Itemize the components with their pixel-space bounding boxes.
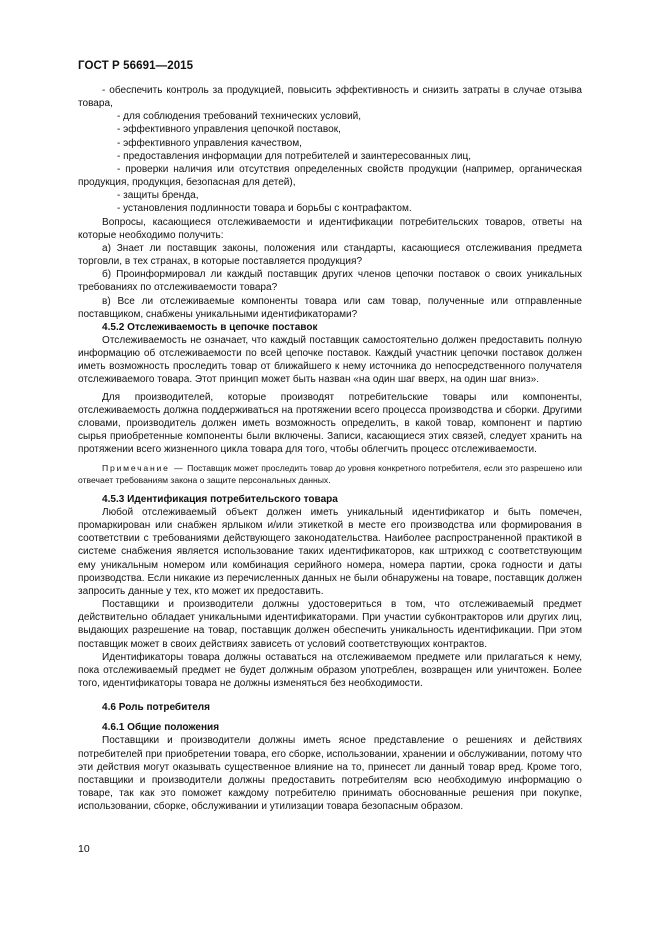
section-heading: 4.5.3 Идентификация потребительского товара bbox=[102, 493, 338, 505]
question-item: а) Знает ли поставщик законы, положения или стандарты, касающиеся отслеживания предмета торговли, в тех странах, в которые поставляется продукция? bbox=[78, 242, 582, 268]
question-item: б) Проинформировал ли каждый поставщик других членов цепочки поставок о своих уникальных требованиях по отслеживаемости товара? bbox=[78, 269, 582, 294]
page-body bbox=[78, 84, 582, 813]
list-item: - защиты бренда, bbox=[117, 190, 199, 202]
note bbox=[78, 463, 582, 485]
list-item: - обеспечить контроль за продукцией, повысить эффективность и снизить затраты в случае отзыва товара, bbox=[78, 85, 582, 110]
section-heading: 4.6 Роль потребителя bbox=[102, 702, 211, 714]
list-item: - эффективного управления цепочкой поставок, bbox=[117, 124, 341, 136]
document-code: ГОСТ Р 56691—2015 bbox=[78, 60, 194, 72]
subsection-heading: 4.6.1 Общие положения bbox=[102, 722, 220, 734]
paragraph: Отслеживаемость не означает, что каждый поставщик самостоятельно должен предоставить полную информацию об отслеживаемости по всей цепочке поставок. Каждый участник цепочки поставок должен иметь возможность проследить товар от ближайшего к нему источника до непосредственного получателя отслеживаемого товара. Этот принцип может быть назван «на один шаг вверх, на один шаг вниз». bbox=[78, 334, 582, 386]
list-item: - эффективного управления качеством, bbox=[117, 137, 302, 149]
note-label: Примечание — bbox=[102, 463, 185, 474]
paragraph: Поставщики и производители должны удостовериться в том, что отслеживаемый предмет действительно обладает уникальными идентификаторами. При участии субконтракторов или других лиц, выдающих разрешение на товар, поставщик должен обеспечить уникальность идентификации. При этом поставщик может в своих действиях зависеть от условий соответствующих контрактов. bbox=[78, 599, 582, 650]
paragraph: Идентификаторы товара должны оставаться на отслеживаемом предмете или прилагаться к нему, пока отслеживаемый предмет не будет должным образом употреблен, возвращен или уничтожен. Более того, идентификаторы товара не должны изменяться без необходимости. bbox=[78, 651, 582, 689]
page-number: 10 bbox=[78, 843, 90, 855]
section-heading: 4.5.2 Отслеживаемость в цепочке поставок bbox=[102, 321, 318, 333]
list-item: - проверки наличия или отсутствия определенных свойств продукции (например, органическая продукция, продукция, безопасная для детей), bbox=[78, 163, 582, 189]
paragraph: Поставщики и производители должны иметь ясное представление о решениях и действиях потребителей при приобретении товара, его сборке, использовании, хранении и обслуживании, потому что эти действия могут оказывать существенное влияние на то, принесет ли данный товар вред. Кроме того, поставщики и производители должны предоставить потребителям всю необходимую информацию о товаре, так как это поможет каждому потребителю принимать обоснованные решения при покупке, использовании, сборке, обслуживании и утилизации товара безопасным образом. bbox=[78, 735, 582, 813]
list-item: - для соблюдения требований технических условий, bbox=[117, 111, 362, 123]
list-item: - предоставления информации для потребителей и заинтересованных лиц, bbox=[117, 150, 471, 162]
list-item: - установления подлинности товара и борьбы с контрафактом. bbox=[117, 203, 412, 215]
note-text: Поставщик может проследить товар до уровня конкретного потребителя, если это разрешено или отвечает требованиям закона о защите персональных данных. bbox=[78, 463, 582, 485]
paragraph: Для производителей, которые производят потребительские товары или компоненты, отслеживаемость должна поддерживаться на протяжении всего процесса производства и сборки. Другими словами, производитель должен иметь возможность определить, в какой товар, компонент и партию сырья приобретенные компоненты были включены. Записи, касающиеся этих связей, следует хранить на протяжении всего жизненного цикла товара для того, чтобы облегчить процесс отслеживаемости. bbox=[78, 391, 582, 456]
paragraph: Любой отслеживаемый объект должен иметь уникальный идентификатор и быть помечен, промаркирован или снабжен ярлыком и/или этикеткой в месте его производства или формирования в соответствии с требованиями действующего законодательства. Наиболее распространенной практикой в системе снабжения является использование таких идентификаторов, как штрихкод с соответствующим ему уникальным номером или комбинация серийного номера, номера партии, срока годности и даты производства. Если никакие из перечисленных данных не были обнаружены на товаре, поставщик должен запросить данные у тех, кто может их предоставить. bbox=[78, 506, 582, 597]
question-item: в) Все ли отслеживаемые компоненты товара или сам товар, полученные или отправленные поставщиком, снабжены уникальными идентификаторами? bbox=[78, 295, 582, 320]
paragraph: Вопросы, касающиеся отслеживаемости и идентификации потребительских товаров, ответы на которые необходимо получить: bbox=[78, 216, 582, 241]
